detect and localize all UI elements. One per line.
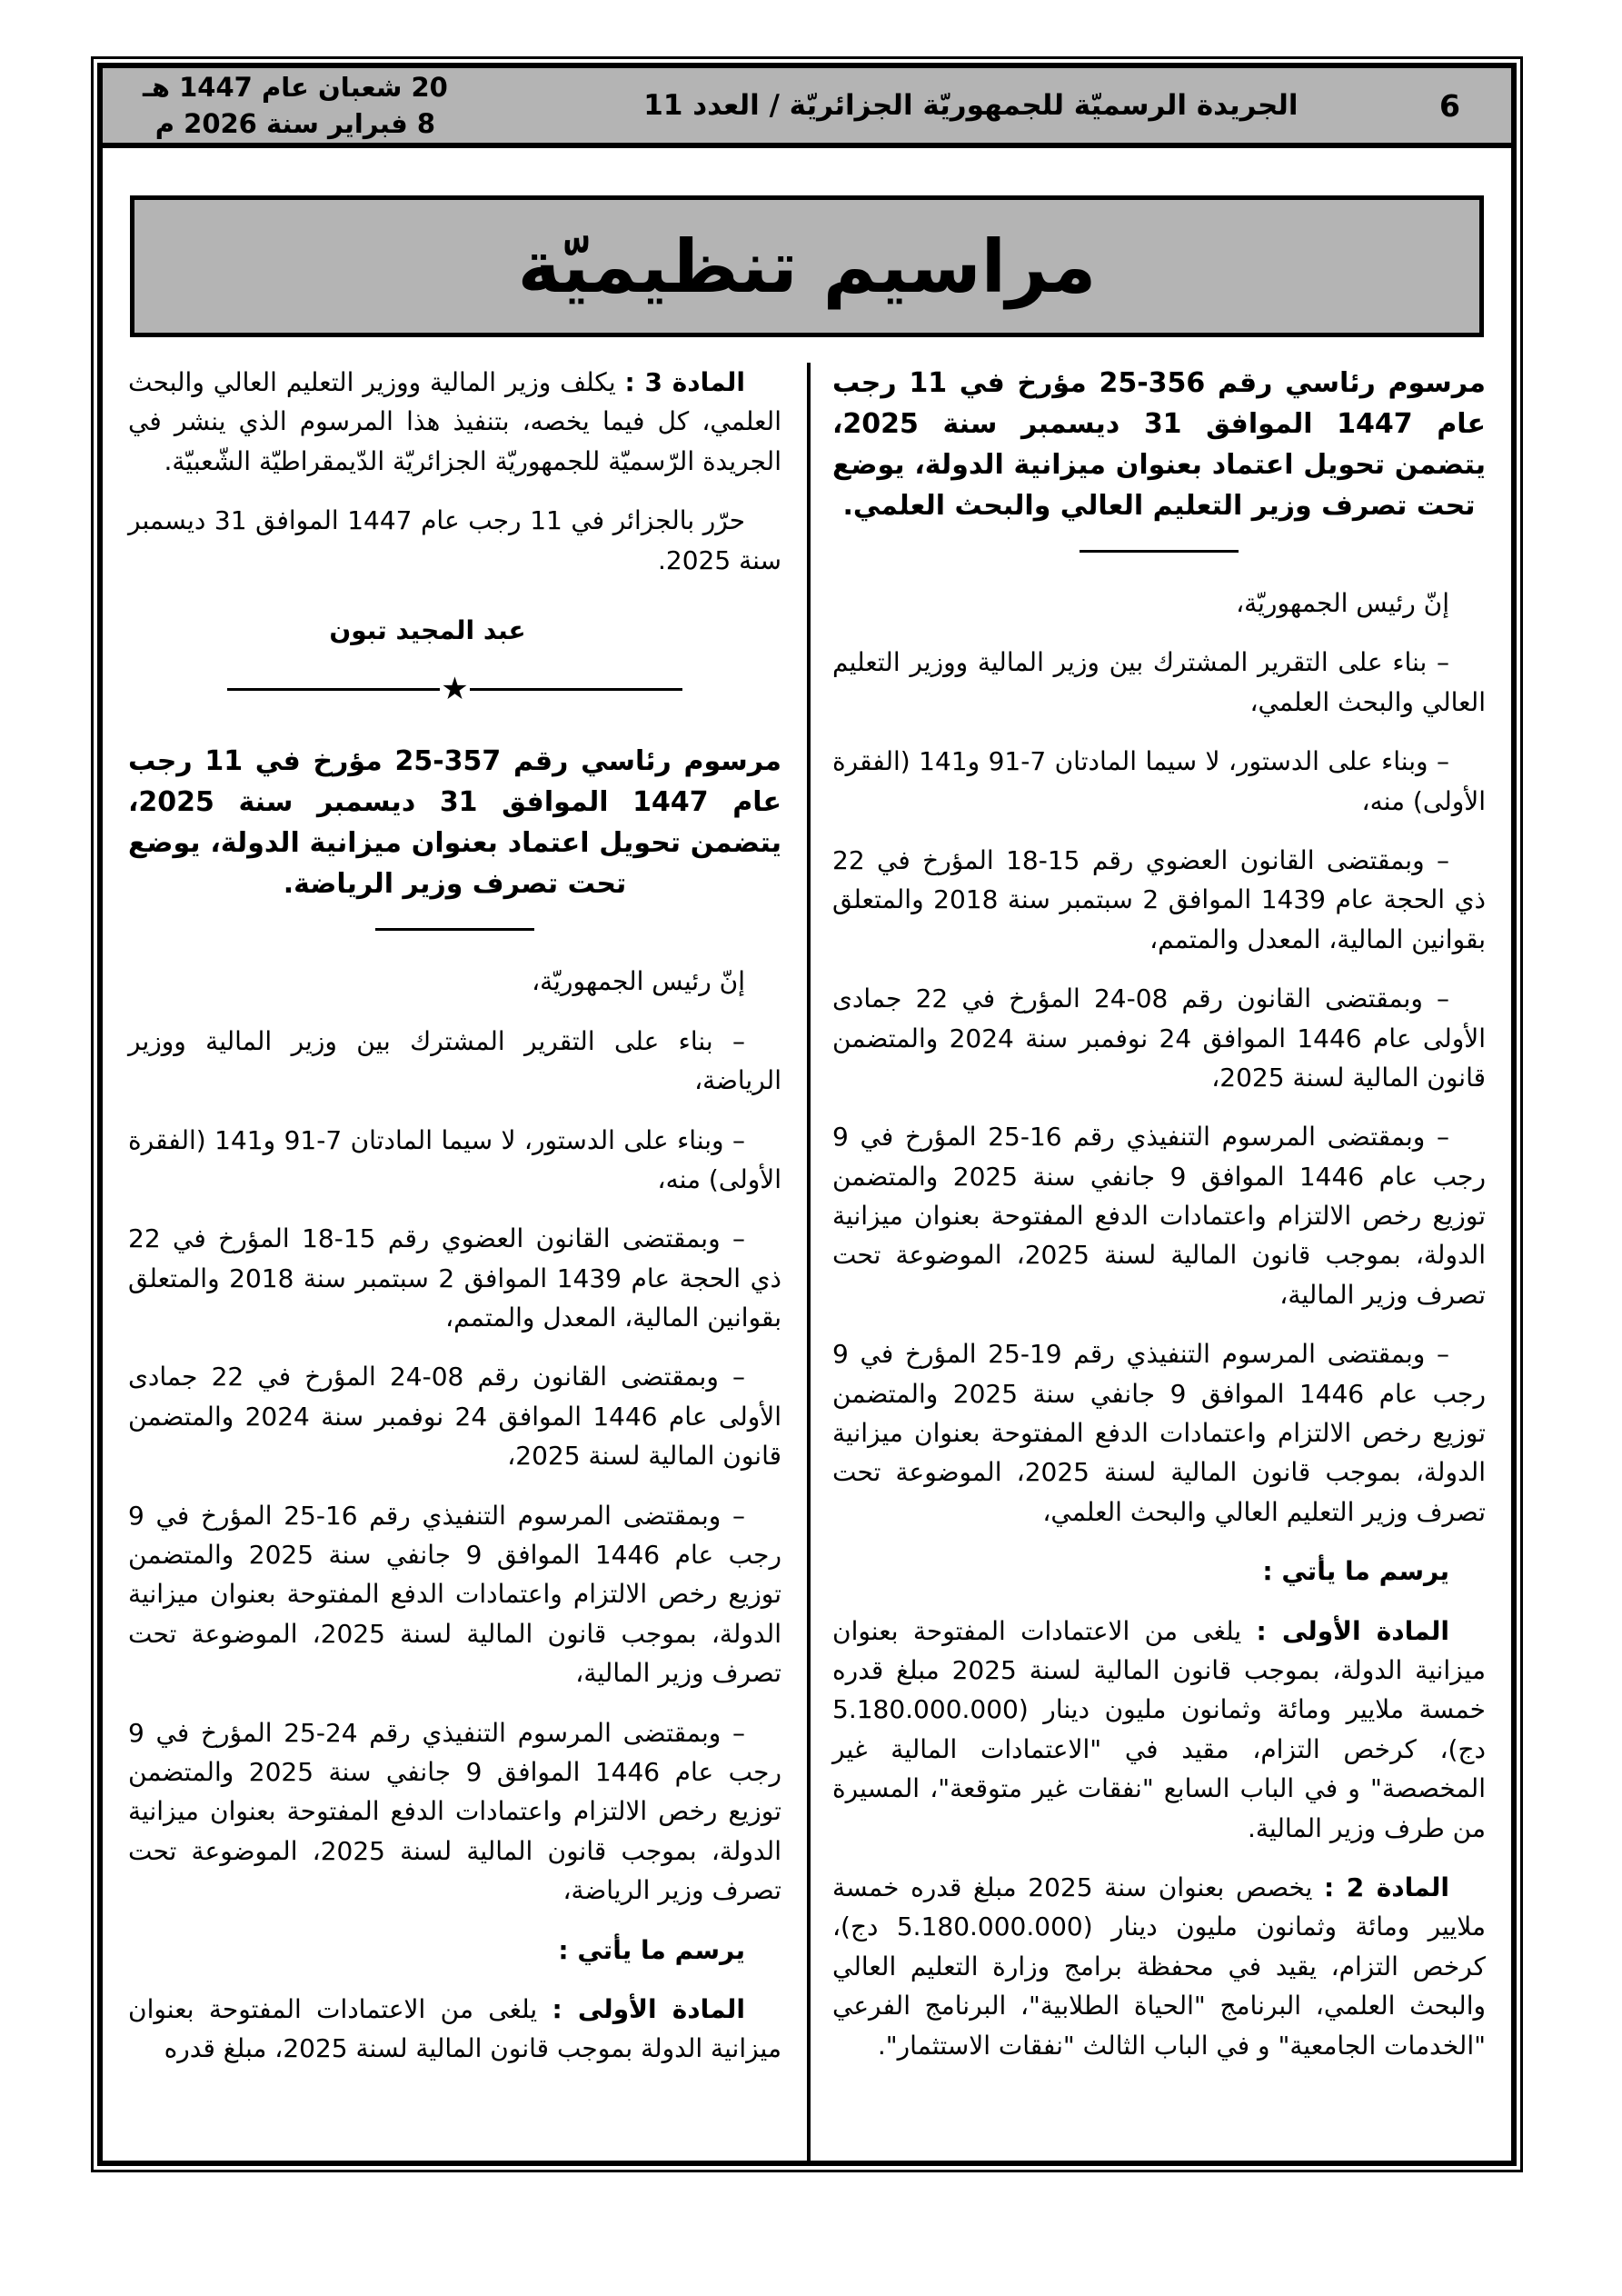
consideration-paragraph: – وبمقتضى القانون العضوي رقم 15-18 المؤرخ في 22 ذي الحجة عام 1439 الموافق 2 سبتمبر سنة 2018 والمتعلق بقوانين المالية، المعدل والمتمم، [832, 844, 1486, 954]
consideration-paragraph: – بناء على التقرير المشترك بين وزير المالية ووزير الرياضة، [128, 1025, 781, 1096]
article-paragraph [128, 1990, 781, 2069]
decree-title: مرسوم رئاسي رقم 357-25 مؤرخ في 11 رجب عام 1447 الموافق 31 ديسمبر سنة 2025، يتضمن تحويل اعتماد بعنوان ميزانية الدولة، يوضع تحت تصرف وزير الرياضة. [128, 745, 781, 901]
signed-at-line: حرّر بالجزائر في 11 رجب عام 1447 الموافق 31 ديسمبر سنة 2025. [128, 505, 781, 575]
section-banner-title: مراسيم تنظيميّة [517, 224, 1097, 309]
rule-divider [375, 928, 534, 931]
preamble-intro: إنّ رئيس الجمهوريّة، [1236, 588, 1449, 618]
article-label: المادة 3 : [624, 367, 745, 397]
consideration-paragraph: – بناء على التقرير المشترك بين وزير المالية ووزير التعليم العالي والبحث العلمي، [832, 647, 1486, 717]
consideration-paragraph: – وبناء على الدستور، لا سيما المادتان 7-91 و141 (الفقرة الأولى) منه، [832, 746, 1486, 816]
issue-dates [143, 69, 448, 142]
article-label: المادة 2 : [1324, 1872, 1449, 1902]
enactment-formula: يرسم ما يأتي : [1262, 1556, 1449, 1587]
signature-name: عبد المجيد تبون [329, 614, 526, 645]
section-banner [130, 195, 1484, 337]
consideration-paragraph: – وبمقتضى القانون رقم 08-24 المؤرخ في 22 جمادى الأولى عام 1446 الموافق 24 نوفمبر سنة 2024 والمتضمن قانون المالية لسنة 2025، [832, 983, 1487, 1093]
separator-line [227, 688, 440, 691]
column-right [807, 363, 1486, 2161]
consideration-paragraph: – وبمقتضى المرسوم التنفيذي رقم 19-25 المؤرخ في 9 رجب عام 1446 الموافق 9 جانفي سنة 2025 والمتضمن توزيع رخص الالتزام واعتمادات الدفع المفتوحة بعنوان ميزانية الدولة، بموجب قانون المالية لسنة 2025، الموضوعة تحت تصرف وزير التعليم العالي والبحث العلمي، [832, 1339, 1487, 1527]
star-icon: ★ [441, 671, 469, 708]
masthead [103, 68, 1511, 148]
date-gregorian: 8 فبراير سنة 2026 م [154, 108, 436, 139]
article-paragraph [832, 1868, 1486, 2065]
article-text: يلغى من الاعتمادات المفتوحة بعنوان ميزانية الدولة، بموجب قانون المالية لسنة 2025 مبلغ قدره خمسة ملايير ومائة وثمانون مليون دينار (5.180.000.000 دج)، كرخص التزام، مقيد في "الاعتمادات المالية غير المخصصة" و في الباب السابع "نفقات غير متوقعة"، المسيرة من طرف وزير المالية. [832, 1615, 1486, 1843]
article-paragraph [128, 363, 781, 481]
rule-divider [1080, 550, 1239, 553]
article-label: المادة الأولى : [1256, 1615, 1450, 1646]
star-separator [228, 671, 682, 708]
page-frame [91, 56, 1523, 2172]
article-label: المادة الأولى : [552, 1993, 746, 2024]
page-number: 6 [1439, 87, 1460, 124]
consideration-paragraph: – وبمقتضى المرسوم التنفيذي رقم 16-25 المؤرخ في 9 رجب عام 1446 الموافق 9 جانفي سنة 2025 والمتضمن توزيع رخص الالتزام واعتمادات الدفع المفتوحة بعنوان ميزانية الدولة، بموجب قانون المالية لسنة 2025، الموضوعة تحت تصرف وزير المالية، [832, 1122, 1487, 1310]
date-hijri: 20 شعبان عام 1447 هـ [143, 72, 448, 103]
column-left [128, 363, 807, 2161]
article-text: يكلف وزير المالية ووزير التعليم العالي والبحث العلمي، كل فيما يخصه، بتنفيذ هذا المرسوم الذي ينشر في الجريدة الرّسميّة للجمهوريّة الجزائريّة الدّيمقراطيّة الشّعبيّة. [128, 367, 781, 476]
journal-title: الجريدة الرسميّة للجمهوريّة الجزائريّة / العدد 11 [643, 89, 1299, 122]
article-text: يلغى من الاعتمادات المفتوحة بعنوان ميزانية الدولة بموجب قانون المالية لسنة 2025، مبلغ قدره [128, 1993, 781, 2064]
text-columns [103, 348, 1511, 2161]
preamble-intro: إنّ رئيس الجمهوريّة، [532, 966, 745, 997]
consideration-paragraph: – وبمقتضى المرسوم التنفيذي رقم 16-25 المؤرخ في 9 رجب عام 1446 الموافق 9 جانفي سنة 2025 والمتضمن توزيع رخص الالتزام واعتمادات الدفع المفتوحة بعنوان ميزانية الدولة، بموجب قانون المالية لسنة 2025، الموضوعة تحت تصرف وزير المالية، [128, 1500, 782, 1689]
separator-line [470, 688, 682, 691]
article-text: يخصص بعنوان سنة 2025 مبلغ قدره خمسة ملايير ومائة وثمانون مليون دينار (5.180.000.000 دج)، كرخص التزام، يقيد في محفظة برامج وزارة التعليم العالي والبحث العلمي، البرنامج "الحياة الطلابية"، البرنامج الفرعي "الخدمات الجامعية" و في الباب الثالث "نفقات الاستثمار". [832, 1872, 1486, 2061]
consideration-paragraph: – وبمقتضى القانون العضوي رقم 15-18 المؤرخ في 22 ذي الحجة عام 1439 الموافق 2 سبتمبر سنة 2018 والمتعلق بقوانين المالية، المعدل والمتمم، [128, 1223, 781, 1333]
consideration-paragraph: – وبناء على الدستور، لا سيما المادتان 7-91 و141 (الفقرة الأولى) منه، [128, 1124, 781, 1194]
consideration-paragraph: – وبمقتضى المرسوم التنفيذي رقم 24-25 المؤرخ في 9 رجب عام 1446 الموافق 9 جانفي سنة 2025 والمتضمن توزيع رخص الالتزام واعتمادات الدفع المفتوحة بعنوان ميزانية الدولة، بموجب قانون المالية لسنة 2025، الموضوعة تحت تصرف وزير الرياضة، [128, 1717, 782, 1906]
page-frame-inner [97, 63, 1517, 2166]
article-paragraph [832, 1612, 1486, 1848]
consideration-paragraph: – وبمقتضى القانون رقم 08-24 المؤرخ في 22 جمادى الأولى عام 1446 الموافق 24 نوفمبر سنة 2024 والمتضمن قانون المالية لسنة 2025، [128, 1362, 782, 1472]
decree-title: مرسوم رئاسي رقم 356-25 مؤرخ في 11 رجب عام 1447 الموافق 31 ديسمبر سنة 2025، يتضمن تحويل اعتماد بعنوان ميزانية الدولة، يوضع تحت تصرف وزير التعليم العالي والبحث العلمي. [832, 367, 1486, 522]
enactment-formula: يرسم ما يأتي : [558, 1934, 745, 1965]
